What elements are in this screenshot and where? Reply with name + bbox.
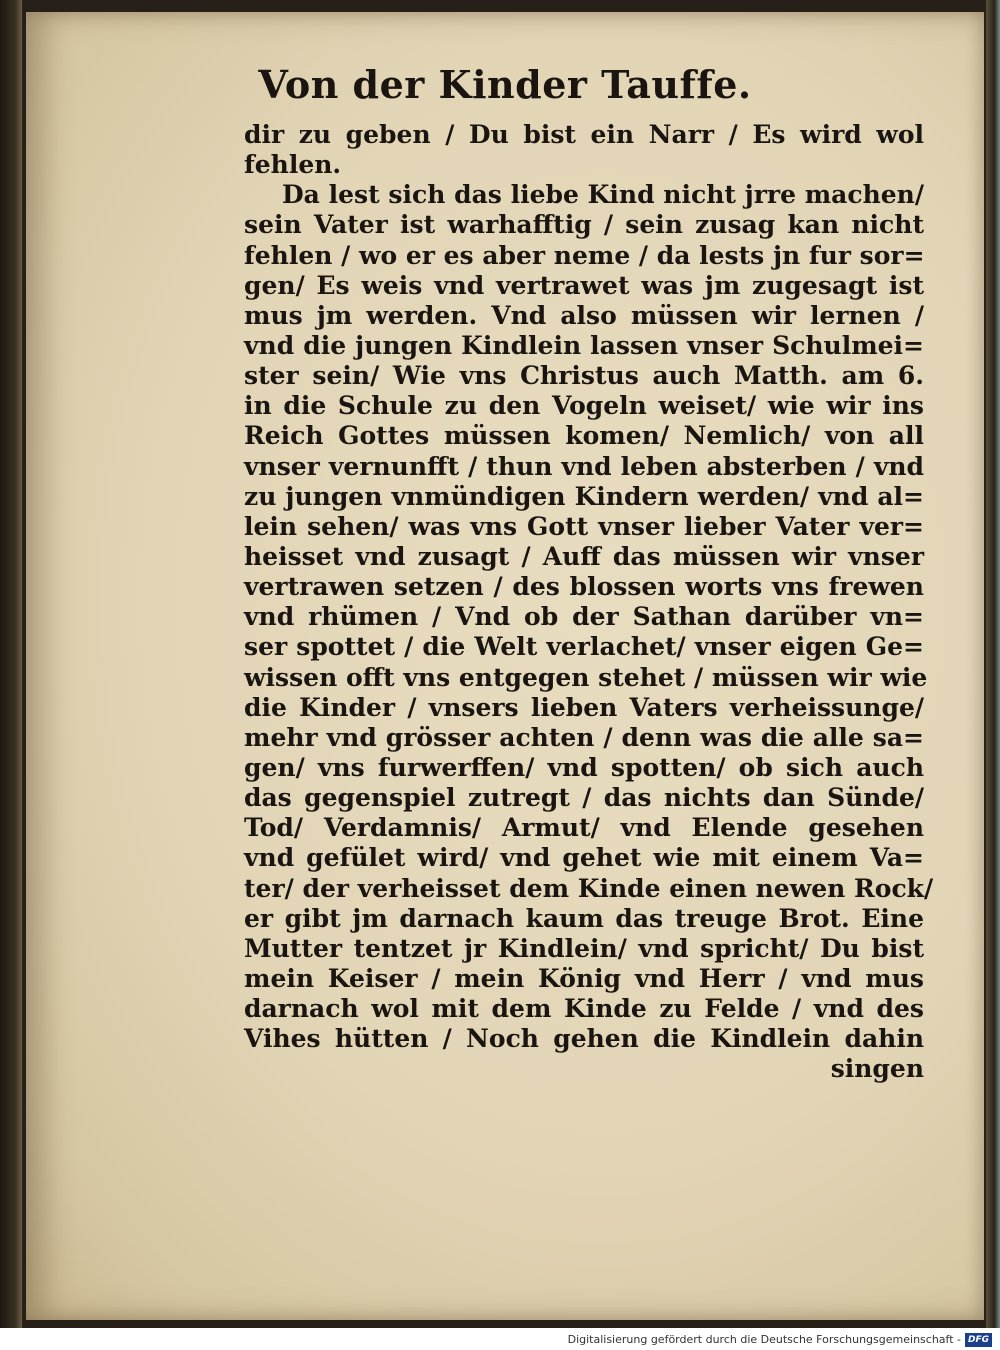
text-line: vertrawen setzen / des blossen worts vns frewen (244, 572, 924, 602)
text-line: Tod/ Verdamnis/ Armut/ vnd Elende gesehen (244, 813, 924, 843)
text-line: fehlen / wo er es aber neme / da lests jn fur sor= (244, 240, 925, 270)
footer-credit (568, 1331, 992, 1349)
text-line: ter/ der verheisset dem Kinde einen newen Rock/ (244, 873, 934, 903)
text-line: Vihes hütten / Noch gehen die Kindlein dahin (244, 1024, 924, 1054)
text-line: fehlen. (244, 150, 342, 180)
text-line: mein Keiser / mein König vnd Herr / vnd mus (244, 963, 924, 993)
text-line: gen/ Es weis vnd vertrawet was jm zugesagt ist (244, 270, 924, 300)
text-line: vnd rhümen / Vnd ob der Sathan darüber vn= (244, 602, 924, 632)
text-line: gen/ vns furwerffen/ vnd spotten/ ob sich auch (244, 752, 924, 782)
text-line: wissen offt vns entgegen stehet / müssen wir wie (244, 662, 928, 692)
text-line: vnd die jungen Kindlein lassen vnser Schulmei= (244, 330, 924, 360)
text-line: heisset vnd zusagt / Auff das müssen wir vnser (244, 541, 924, 571)
body-text (244, 120, 934, 1085)
catchword: singen (830, 1054, 924, 1084)
text-line: zu jungen vnmündigen Kindern werden/ vnd al= (244, 481, 924, 511)
text-line: Da lest sich das liebe Kind nicht jrre machen/ (282, 180, 924, 210)
text-line: er gibt jm darnach kaum das treuge Brot. Eine (244, 903, 924, 933)
text-line: die Kinder / vnsers lieben Vaters verheissunge/ (244, 692, 924, 722)
text-line: das gegenspiel zutregt / das nichts dan Sünde/ (244, 783, 924, 813)
text-line: sein Vater ist warhafftig / sein zusag kan nicht (244, 210, 924, 240)
text-line: in die Schule zu den Vogeln weiset/ wie wir ins (244, 391, 924, 421)
text-line: Reich Gottes müssen komen/ Nemlich/ von all (244, 421, 924, 451)
text-line: Mutter tentzet jr Kindlein/ vnd spricht/ Du bist (244, 933, 924, 963)
text-line: vnd gefület wird/ vnd gehet wie mit einem Va= (244, 843, 924, 873)
text-line: mehr vnd grösser achten / denn was die alle sa= (244, 722, 924, 752)
text-line: vnser vernunfft / thun vnd leben absterben / vnd (244, 451, 924, 481)
text-line: dir zu geben / Du bist ein Narr / Es wird wol (244, 120, 924, 149)
text-line: lein sehen/ was vns Gott vnser lieber Vater ver= (244, 511, 924, 541)
book-edge-right (986, 0, 1000, 1328)
footer-text: Digitalisierung gefördert durch die Deutsche Forschungsgemeinschaft - (567, 1333, 961, 1346)
dfg-logo-icon: DFG (965, 1333, 992, 1347)
text-line: ser spottet / die Welt verlachet/ vnser eigen Ge= (244, 632, 924, 662)
text-line: mus jm werden. Vnd also müssen wir lernen / (244, 300, 924, 330)
book-page (26, 12, 984, 1320)
text-line: ster sein/ Wie vns Christus auch Matth. am 6. (244, 361, 924, 391)
running-head: Von der Kinder Tauffe. (258, 62, 752, 107)
text-line: darnach wol mit dem Kinde zu Felde / vnd des (244, 994, 924, 1024)
book-edge-left (0, 0, 22, 1328)
